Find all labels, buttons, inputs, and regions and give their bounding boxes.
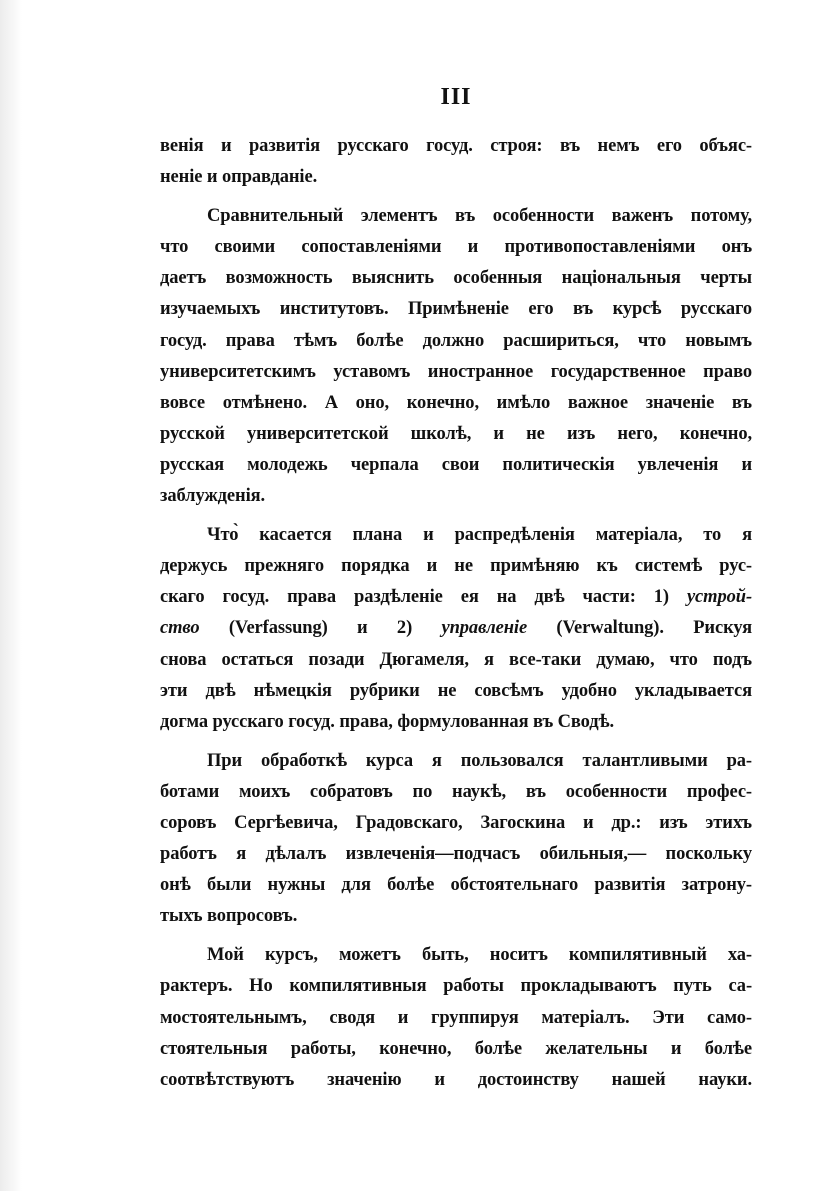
text-line: Мой курсъ, можетъ быть, носитъ компилятивный ха-	[207, 945, 752, 966]
text-line: соровъ Сергѣевича, Градовскаго, Загоскина и др.: изъ этихъ	[160, 812, 752, 833]
paragraph	[160, 520, 752, 738]
text-line: университетскимъ уставомъ иностранное государственное право	[160, 361, 752, 382]
scan-edge-shadow	[0, 0, 22, 1191]
paragraph	[160, 940, 752, 1095]
paragraph	[160, 746, 752, 933]
text-line: снова остаться позади Дюгамеля, я все-таки думаю, что подъ	[160, 649, 752, 670]
text-line: неніе и оправданіе.	[160, 167, 318, 188]
text-line: держусь прежняго порядка и не примѣняю къ системѣ рус-	[160, 556, 752, 577]
text-line: ботами моихъ собратовъ по наукѣ, въ особенности профес-	[160, 781, 752, 802]
text-segment: (Verfassung) и 2)	[199, 618, 442, 639]
page-body	[160, 131, 752, 1096]
text-line: даетъ возможность выяснить особенныя національныя черты	[160, 268, 752, 289]
text-line: госуд. права тѣмъ болѣе должно расшириться, что новымъ	[160, 330, 752, 351]
text-line: вовсе отмѣнено. А оно, конечно, имѣло важное значеніе въ	[160, 392, 752, 413]
page-number: III	[440, 84, 472, 110]
text-line: эти двѣ нѣмецкія рубрики не совсѣмъ удобно укладывается	[160, 680, 752, 701]
text-segment: скаго госуд. права раздѣленіе ея на двѣ части: 1)	[160, 587, 687, 608]
paragraph	[160, 201, 752, 512]
text-line: догма русскаго госуд. права, формулованная въ Сводѣ.	[160, 711, 615, 732]
text-line	[160, 613, 752, 644]
text-line: онѣ были нужны для болѣе обстоятельнаго развитія затрону-	[160, 875, 752, 896]
text-line: мостоятельнымъ, сводя и группируя матеріалъ. Эти само-	[160, 1007, 752, 1028]
italic-term: устрой-	[686, 587, 752, 608]
text-line: Что̀ касается плана и распредѣленія матеріала, то я	[207, 525, 752, 546]
text-line: работъ я дѣлалъ извлеченія—подчасъ обильныя,— поскольку	[160, 844, 752, 865]
italic-term: управленіе	[441, 618, 528, 639]
text-line: При обработкѣ курса я пользовался талантливыми ра-	[207, 750, 752, 771]
text-segment: (Verwaltung). Рискуя	[527, 618, 752, 639]
text-line: стоятельныя работы, конечно, болѣе желательны и болѣе	[160, 1038, 752, 1059]
text-line: венія и развитія русскаго госуд. строя: въ немъ его объяс-	[160, 136, 752, 156]
text-line: соотвѣтствуютъ значенію и достоинству нашей науки.	[160, 1069, 752, 1090]
text-line: рактеръ. Но компилятивныя работы прокладываютъ путь са-	[160, 976, 752, 997]
italic-term: ство	[160, 618, 200, 639]
text-line: изучаемыхъ институтовъ. Примѣненіе его въ курсѣ русскаго	[160, 299, 752, 320]
text-line: русская молодежь черпала свои политическія увлеченія и	[160, 454, 752, 475]
text-line: что своими сопоставленіями и противопоставленіями онъ	[160, 237, 752, 258]
paragraph	[160, 131, 752, 193]
text-line: тыхъ вопросовъ.	[160, 906, 298, 927]
text-line	[160, 582, 752, 613]
text-line: заблужденія.	[160, 486, 266, 507]
text-line: русской университетской школѣ, и не изъ него, конечно,	[160, 423, 752, 444]
text-line: Сравнительный элементъ въ особенности важенъ потому,	[207, 206, 752, 227]
